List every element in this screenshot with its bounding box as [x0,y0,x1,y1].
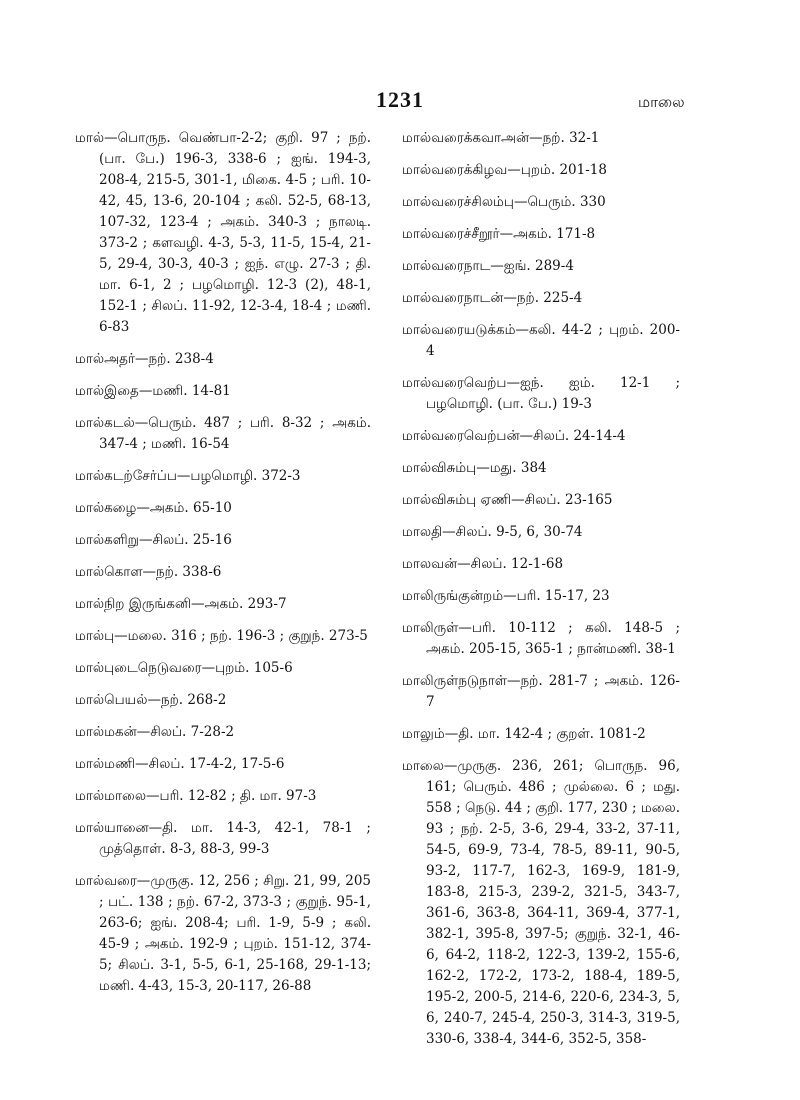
index-entry: மால்மாலை—பரி. 12-82 ; தி. மா. 97-3 [75,788,317,804]
index-entry: மாலிருங்குன்றம்—பரி. 15-17, 23 [402,588,610,604]
index-entry: மாலவன்—சிலப். 12-1-68 [402,556,564,572]
index-entry: மால்கொள—நற். 338-6 [75,564,222,580]
index-entry: மால்விசும்பு ஏணி—சிலப். 23-165 [402,492,613,508]
index-entry: மால்அதர்—நற். 238-4 [75,351,214,367]
index-entry: மாலிருள்நடுநாள்—நற். 281-7 ; அகம். 126-7 [402,673,680,710]
index-entry: மால்வரைநாட—ஐங். 289-4 [402,258,574,274]
index-entry: மால்வரைநாடன்—நற். 225-4 [402,290,583,306]
index-entry: மாலை—முருகு. 236, 261; பொருந. 96, 161; பெரும். 486 ; முல்லை. 6 ; மது. 558 ; நெடு. 44 ; குறி. 177, 230 ; மலை. 93 ; நற். 2-5, 3-6, 29-4, 33-2, 37-11, 54-5, 69-9, 73-4, 78-5, 89-11, 90-5, 93-2, 117-7, 162-3, 169-9, 181-9, 183-8, 215-3, 239-2, 321-5, 343-7, 361-6, 363-8, 364-11, 369-4, 377-1, 382-1, 395-8, 397-5; குறுந். 32-1, 46-6, 64-2, 118-2, 122-3, 139-2, 155-6, 162-2, 172-2, 173-2, 188-4, 189-5, 195-2, 200-5, 214-6, 220-6, 234-3, 5, 6, 240-7, 245-4, 250-3, 314-3, 319-5, 330-6, 338-4, 344-6, 352-5, 358- [402,758,680,1047]
index-entry: மால்வரை—முருகு. 12, 256 ; சிறு. 21, 99, 205 ; பட். 138 ; நற். 67-2, 373-3 ; குறுந். 95-1, 263-6; ஐங். 208-4; பரி. 1-9, 5-9 ; கலி. 45-9 ; அகம். 192-9 ; புறம். 151-12, 374-5; சிலப். 3-1, 5-5, 6-1, 25-168, 29-1-13; மணி. 4-43, 15-3, 20-117, 26-88 [75,873,371,994]
index-entry: மால்வரைச்சீறூர்—அகம். 171-8 [402,226,596,242]
index-entry: மால்களிறு—சிலப். 25-16 [75,532,232,548]
index-entry: மால்மணி—சிலப். 17-4-2, 17-5-6 [75,756,285,772]
index-column-right [402,128,680,1061]
index-entry: மால்புடைநெடுவரை—புறம். 105-6 [75,660,293,676]
index-entry: மால்பு—மலை. 316 ; நற். 196-3 ; குறுந். 273-5 [75,628,368,644]
index-entry: மால்வரைவெற்ப—ஐந். ஐம். 12-1 ; பழமொழி. (பா. பே.) 19-3 [402,375,680,412]
index-entry: மால்கடல்—பெரும். 487 ; பரி. 8-32 ; அகம். 347-4 ; மணி. 16-54 [75,415,371,452]
index-entry: மால்பெயல்—நற். 268-2 [75,692,227,708]
index-entry: மாலதி—சிலப். 9-5, 6, 30-74 [402,524,583,540]
index-entry: மால்இதை—மணி. 14-81 [75,383,231,399]
index-entry: மால்விசும்பு—மது. 384 [402,460,547,476]
index-entry: மாலும்—தி. மா. 142-4 ; குறள். 1081-2 [402,726,646,742]
index-entry: மால்யானை—தி. மா. 14-3, 42-1, 78-1 ; முத்தொள். 8-3, 88-3, 99-3 [75,820,371,857]
index-entry: மாலிருள்—பரி. 10-112 ; கலி. 148-5 ; அகம். 205-15, 365-1 ; நான்மணி. 38-1 [402,620,680,657]
index-entry: மால்வரைக்கிழவ—புறம். 201-18 [402,162,607,178]
index-entry: மால்வரையடுக்கம்—கலி. 44-2 ; புறம். 200-4 [402,322,680,359]
index-entry: மால்நிற இருங்கனி—அகம். 293-7 [75,596,287,612]
index-entry: மால்கழை—அகம். 65-10 [75,500,232,516]
index-entry: மால்கடற்சேர்ப்ப—பழமொழி. 372-3 [75,468,301,484]
index-column-left [75,128,371,1008]
page-number: 1231 [376,87,424,112]
running-head: மாலை [638,93,685,111]
index-entry: மால்வரைக்கவாஅன்—நற். 32-1 [402,130,600,146]
index-entry: மால்—பொருந. வெண்பா-2-2; குறி. 97 ; நற். (பா. பே.) 196-3, 338-6 ; ஐங். 194-3, 208-4, 215-5, 301-1, மிகை. 4-5 ; பரி. 10-42, 45, 13-6, 20-104 ; கலி. 52-5, 68-13, 107-32, 123-4 ; அகம். 340-3 ; நாலடி. 373-2 ; களவழி. 4-3, 5-3, 11-5, 15-4, 21-5, 29-4, 30-3, 40-3 ; ஐந். எழு. 27-3 ; தி. மா. 6-1, 2 ; பழமொழி. 12-3 (2), 48-1, 152-1 ; சிலப். 11-92, 12-3-4, 18-4 ; மணி. 6-83 [75,130,371,335]
index-entry: மால்வரைச்சிலம்பு—பெரும். 330 [402,194,606,210]
index-entry: மால்வரைவெற்பன்—சிலப். 24-14-4 [402,428,626,444]
index-entry: மால்மகன்—சிலப். 7-28-2 [75,724,235,740]
